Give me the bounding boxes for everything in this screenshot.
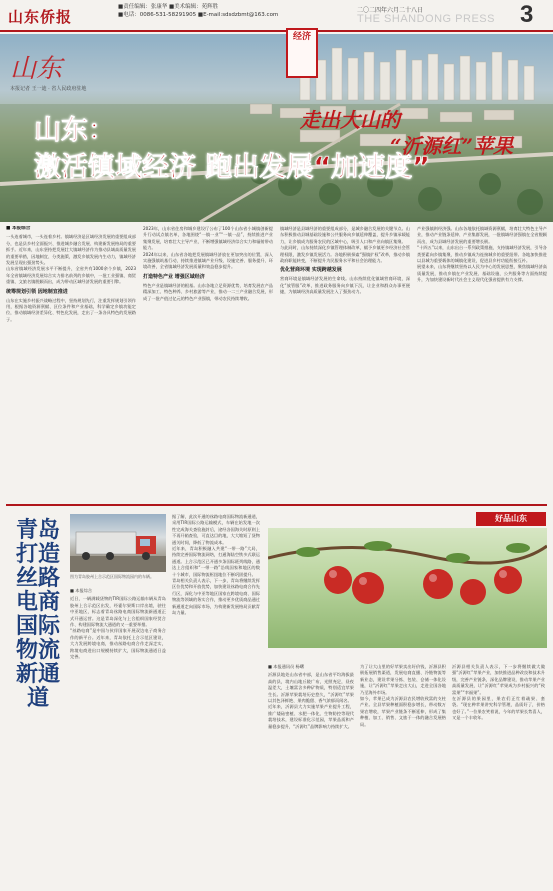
paper-name: THE SHANDONG PRESS — [357, 13, 495, 25]
section-tag: 好品山东 — [476, 512, 546, 526]
feature-column-2 — [143, 226, 273, 500]
feature-paragraph: 山东在实施乡村振兴战略过程中，坚持规划先行，注重发挥规划引领作用，根据各地资源禀赋、区位条件和产业基础，科学确定乡镇功能定位，推动镇域经济差异化、特色化发展，走出了一条各具特色的发展路子。 — [6, 297, 136, 322]
feature-paragraph: 与此同时，山东持续深化乡镇管理体制改革，赋予乡镇更多经济社会管理权限，激发乡镇发展活力。各地积极探索“强镇扩权”改革，推动乡镇政府职能转变，不断提升为民服务水平和社会治理能力。 — [280, 245, 410, 264]
feature-subheading: 统筹规划引领 因地制宜推进 — [6, 288, 68, 295]
apple-paragraph: 在沂源县的果园里，果农们正忙着疏果、套袋。“现在种苹果讲究科学管理，品质好了，价格也好了。”一位果农笑着说，今年的苹果长势喜人，又是一个丰收年。 — [452, 696, 545, 721]
apple-article-title-line1: 走出大山的 — [300, 108, 400, 132]
apple-column-3 — [452, 664, 545, 885]
apple-paragraph: 为了让大山里的好苹果卖出好价钱，沂源县积极拓展销售渠道，发展电商直播、冷链物流等新业态，建设苹果分拣、包装、仓储一体化设施，让“沂源红”苹果走出大山，走进全国各地乃至海外市场。 — [360, 664, 446, 695]
qingdao-article-title: 青岛打造丝路电商国际物流新通道 — [15, 517, 60, 711]
feature-byline: ■ 本报综合 — [6, 226, 31, 231]
qingdao-paragraph: 据了解，此次开通的丝路电商国际物流新通道，采用TIR国际公路运输模式，车辆在始发地一次性完成海关查验施封后，途经各国海关时原则上不再开箱查验，可直达目的地，大大缩短了货物通关时间，降低了物流成本。 — [172, 514, 260, 545]
feature-paragraph: 一头连着城市，一头连着乡村。镇域经济是区域经济发展的重要组成部分，也是县乡村全面振兴、推进城乡融合发展、构建新发展格局的重要抓手。近年来，山东坚持把发展壮大镇域经济作为推动县域高质量发展的重要举措，因地制宜、分类施策，激发乡镇发展内生动力，镇域经济发展呈现出强劲势头。 — [6, 234, 136, 266]
qingdao-author: ■ 本报综合 — [70, 588, 93, 593]
feature-title-line2: 激活镇域经济 跑出发展“加速度” — [34, 152, 430, 183]
feature-paragraph: 产业强镇则经济强。山东各地依托镇域资源禀赋，培育壮大特色主导产业，推动产业链条延伸、产业集群发展，一批镇域经济强镇在全省脱颖而出，成为县域经济发展的重要增长极。 — [417, 226, 547, 244]
qingdao-paragraph: 近年来，青岛积极融入共建“一带一路”大局，持续完善国际物流网络，打通海陆空铁多式联运通道。上合示范区已开通多条国际班列线路，通达上合组织和“一带一路”沿线国家和地区的数十个城市，国际物流枢纽地位不断巩固提升。 — [172, 546, 260, 577]
editor-line: ■责任编辑：张康华 ■美术编辑：苑辉胜 — [118, 4, 219, 10]
qingdao-column-2 — [172, 514, 260, 878]
feature-subheading: 优化营商环境 实现跨越发展 — [280, 267, 342, 274]
apple-paragraph: 沂源县地处山东省中部，是山东省平均海拔最高的县，境内山地丘陵广布，光照充足，昼夜温差大，土壤富含多种矿物质，特别适宜苹果生长。沂源苹果栽培历史悠久，“沂源红”苹果以其色泽鲜艳、果肉脆甜、香气浓郁而闻名。 — [268, 672, 354, 704]
apple-paragraph: 近年来，沂源县大力实施苹果产业提升工程，推广矮砧密植、水肥一体化、生物防控等现代栽培技术，建设标准化示范园，苹果品质和产量稳步提升，“沂源红”品牌影响力持续扩大。 — [268, 704, 354, 729]
apple-illustration — [268, 528, 547, 648]
feature-paragraph: 特色产业是镇域经济的根基。山东各地立足资源优势，培育发展农产品精深加工、特色种养、乡村旅游等产业，推动一二三产业融合发展，形成了一批产值过亿元的特色产业强镇，带动农民持续增收。 — [143, 282, 273, 301]
feature-paragraph: 2024年以来，山东省各地把发展镇域经济放在更加突出的位置，深入实施强镇筑基行动，持续推进镇域产业升级、设施完善、服务提升、环境改善，全省镇域经济发展质量和效益稳步提升。 — [143, 251, 273, 270]
apple-author: ■ 本报通讯员 杨曙 — [268, 664, 304, 669]
truck-photo — [70, 514, 166, 572]
feature-column-4 — [417, 226, 547, 500]
hero-photo — [0, 34, 553, 222]
feature-subheading: 打造特色产业 增强区域经济 — [143, 273, 205, 280]
apple-column-1 — [268, 664, 354, 885]
editor-info — [118, 4, 278, 19]
issue-date: 二〇二四年六月二十八日 — [357, 7, 424, 14]
feature-paragraph: 2023年，山东省住房和城乡建设厅公布了100个山东省小城镇创新提升行动试点镇名单，各地围绕“一镇一业”“一镇一品”，持续推进产业集聚发展，培育壮大主导产业，不断增强镇域经济综合实力和辐射带动能力。 — [143, 226, 273, 251]
apple-article-title-line2: “沂源红”苹果 — [390, 134, 514, 158]
apple-column-2 — [360, 664, 446, 885]
section-divider — [6, 504, 547, 506]
qingdao-paragraph: 近日，一辆满载货物的TIR国际公路运输车辆从青岛胶州上合示范区出发，经霍尔果斯口岸出境，驶往中亚地区，标志着青岛丝路电商国际物流新通道正式开通运营。这是青岛深化与上合组织国家经贸合作、构建国际物流大通道的又一重要举措。 — [70, 596, 166, 628]
qingdao-paragraph: “丝路电商”是中国与伙伴国家开展双边电子商务合作的新平台。近年来，青岛依托上合示范区建设，大力发展跨境电商，推动丝路电商合作走深走实，跨境电商进出口规模持续扩大，国际物流通道日益完善。 — [70, 628, 166, 660]
masthead — [0, 0, 553, 32]
feature-paragraph: 山东省镇域经济发展水平不断提升，全省共有1000余个乡镇，2023年全省镇域经济发展综合实力排名前列的乡镇中，一批工业强镇、商贸重镇、文旅名镇脱颖而出，成为带动区域经济发展的重要引擎。 — [6, 266, 136, 285]
feature-kicker-sub: 本报记者 王一迪 · 省人民政府驻地 — [10, 86, 87, 92]
page-number: 3 — [520, 1, 534, 28]
feature-title-line1: 山东： — [34, 115, 115, 146]
truck-illustration — [70, 514, 166, 572]
feature-paragraph: 营商环境是镇域经济发展的生命线。山东持续优化镇域营商环境，深化“放管服”改革，推进政务服务向乡镇下沉，让企业和群众办事更便捷，为镇域经济高质量发展注入了强劲动力。 — [280, 276, 410, 295]
apple-branch-illustration — [268, 528, 547, 648]
section-stamp: 经济 — [286, 28, 318, 78]
feature-column-1 — [6, 226, 136, 500]
feature-body — [6, 226, 547, 500]
qingdao-paragraph: 青岛相关负责人表示，下一步，青岛将继续发挥区位优势和开放优势，加快建设丝路电商合作先行区，深化与中亚等地区国家在跨境电商、国际物流等领域的务实合作，推动更多优质商品通过新通道走向国际市场，为构建新发展格局贡献青岛力量。 — [172, 578, 260, 616]
truck-photo-caption: 图为青岛胶州上合示范区国际物流园内的车辆。 — [70, 574, 154, 579]
contact-line: ■电话：0086-531-58291905 ■E-mail:sdsdzbmt@163.com — [118, 11, 279, 18]
feature-paragraph: 镇域经济是县域经济的重要组成部分，是城乡融合发展的关键节点。山东积极推动县城基础设施和公共服务向乡镇延伸覆盖，提升乡镇承载能力，让乡镇成为服务农民的区域中心，吸引人口和产业向镇区集聚。 — [280, 226, 410, 244]
feature-kicker: 山东 — [10, 54, 63, 84]
feature-column-3 — [280, 226, 410, 500]
qingdao-column-1 — [70, 588, 166, 878]
apple-paragraph: 沂源县相关负责人表示，下一步将继续做大做强“沂源红”苹果产业，加快推进品种改良和技术升级，完善产业链条，深化品牌建设，推动苹果产业高质量发展，让“沂源红”苹果成为乡村振兴的“致富果”“幸福果”。 — [452, 664, 545, 695]
apple-paragraph: 如今，苹果已成为沂源县农民增收致富的支柱产业。全县苹果种植面积稳步增长，带动数万果农增收，苹果产业链条不断延伸，形成了集种植、加工、销售、文旅于一体的融合发展格局。 — [360, 696, 446, 727]
newspaper-logo: 山东侨报 — [8, 8, 73, 26]
feature-paragraph: 展望未来，山东将继续坚持以人民为中心的发展思想，聚焦镇域经济高质量发展，推动乡镇在产业发展、基础设施、公共服务等方面持续提升，为加快建设新时代社会主义现代化强省提供有力支撑。 — [417, 264, 547, 283]
feature-paragraph: “十四五”以来，山东出台一系列政策措施，支持镇域经济发展，引导各类要素向乡镇集聚，推动乡镇成为连接城乡的重要纽带。各地加快推进以县城为重要载体的城镇化建设，促进县乡村功能衔接互补。 — [417, 245, 547, 264]
